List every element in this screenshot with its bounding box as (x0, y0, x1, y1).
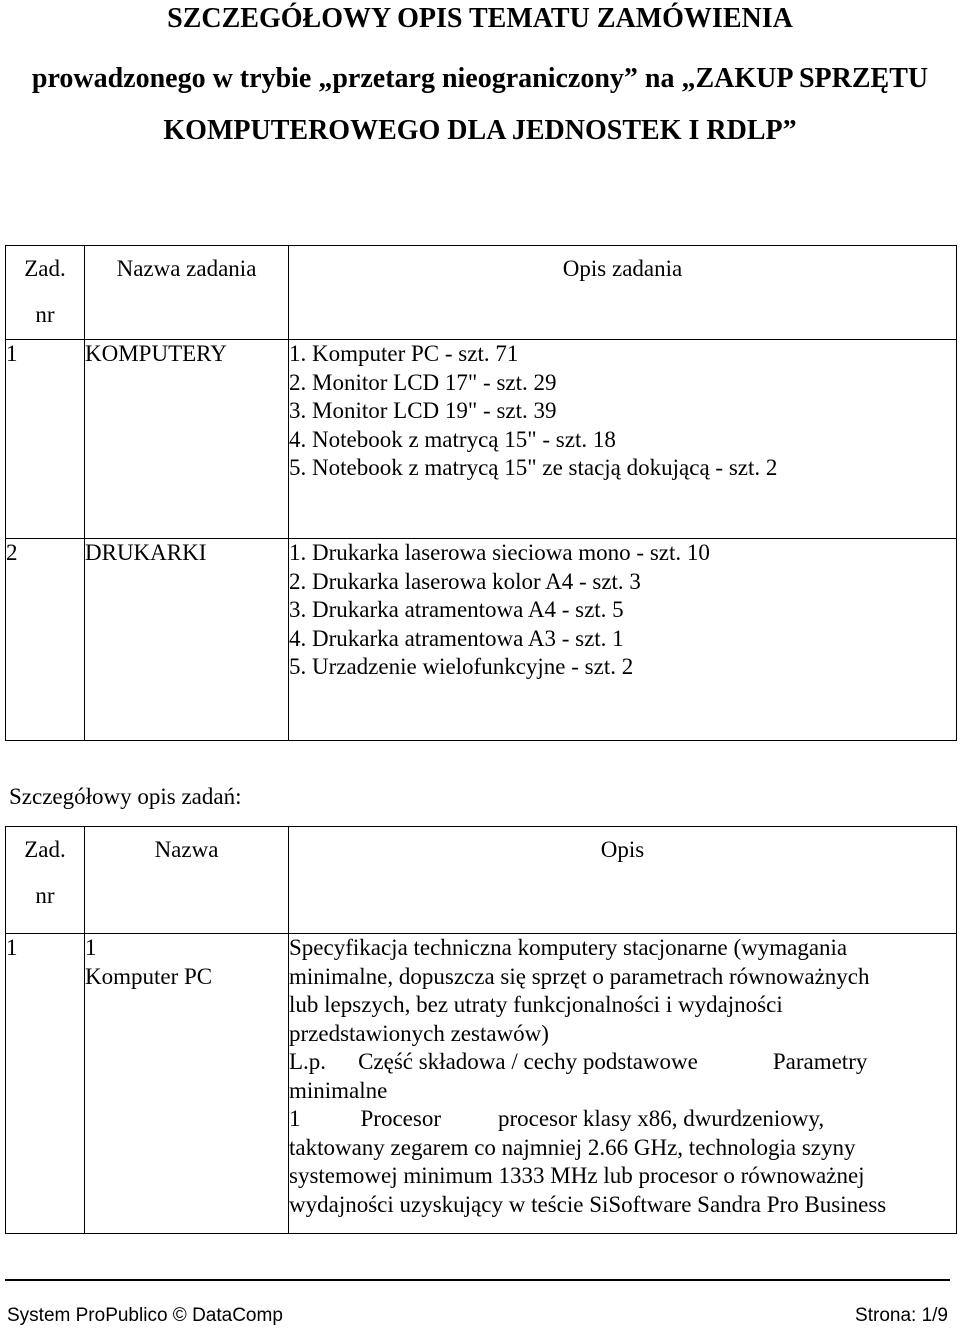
spec-line: przedstawionych zestawów) (289, 1020, 549, 1046)
item-nr: 1 (289, 1106, 301, 1131)
tasks-table-header (6, 246, 957, 340)
task-details-header (6, 827, 957, 934)
task-desc (289, 539, 957, 741)
task-name-line1: 1 (85, 935, 97, 960)
header-nr-line2: nr (35, 883, 55, 908)
list-item: 4. Notebook z matrycą 15" - szt. 18 (289, 426, 616, 452)
task-name (85, 934, 289, 1234)
task-name: KOMPUTERY (85, 340, 289, 539)
list-item: 2. Drukarka laserowa kolor A4 - szt. 3 (289, 568, 641, 594)
list-item: 1. Drukarka laserowa sieciowa mono - szt. 10 (289, 540, 710, 565)
item-name: Procesor (360, 1106, 441, 1131)
list-item: 1. Komputer PC - szt. 71 (289, 341, 519, 366)
header-nr-line1: Zad. (24, 837, 66, 862)
item-desc-first: procesor klasy x86, dwurdzeniowy, (497, 1106, 825, 1131)
document-title-line1: SZCZEGÓŁOWY OPIS TEMATU ZAMÓWIENIA (167, 3, 793, 34)
list-item: 4. Drukarka atramentowa A3 - szt. 1 (289, 625, 624, 651)
task-details-table (5, 826, 957, 1234)
task-spec (289, 934, 957, 1234)
tasks-table (5, 245, 957, 741)
spec-columns-line (289, 1048, 956, 1077)
task-name-line2: Komputer PC (85, 963, 213, 989)
task-nr: 1 (6, 934, 85, 1234)
task-name: DRUKARKI (85, 539, 289, 741)
lp-label: L.p. (289, 1049, 327, 1074)
header-task-desc: Opis zadania (289, 246, 957, 340)
footer-divider (5, 1279, 950, 1281)
list-item: 2. Monitor LCD 17" - szt. 29 (289, 369, 557, 395)
spec-line: taktowany zegarem co najmniej 2.66 GHz, technologia szyny (289, 1134, 856, 1160)
table-row (6, 934, 957, 1234)
task-desc (289, 340, 957, 539)
header-task-desc: Opis (289, 827, 957, 934)
header-task-nr (6, 246, 85, 340)
spec-line: Specyfikacja techniczna komputery stacjonarne (wymagania (289, 935, 848, 960)
spec-line: lub lepszych, bez utraty funkcjonalności i wydajności (289, 992, 783, 1017)
footer-page-number: Strona: 1/9 (855, 1305, 948, 1326)
header-task-name: Nazwa zadania (85, 246, 289, 340)
spec-line: minimalne, dopuszcza się sprzęt o parametrach równoważnych (289, 963, 870, 989)
footer-system-label: System ProPublico © DataComp (7, 1305, 283, 1326)
component-label: Część składowa / cechy podstawowe (358, 1049, 698, 1074)
header-nr-line1: Zad. (24, 256, 66, 281)
spec-line: wydajności uzyskujący w teście SiSoftware Sandra Pro Business (289, 1191, 887, 1217)
header-task-name: Nazwa (85, 827, 289, 934)
list-item: 5. Notebook z matrycą 15" ze stacją dokującą - szt. 2 (289, 455, 778, 480)
header-task-nr (6, 827, 85, 934)
document-title-line2: prowadzonego w trybie „przetarg nieograniczony” na „ZAKUP SPRZĘTU (31, 63, 929, 94)
table-row (6, 539, 957, 741)
list-item: 3. Monitor LCD 19" - szt. 39 (289, 398, 557, 423)
spec-line: systemowej minimum 1333 MHz lub procesor o równoważnej (289, 1163, 865, 1188)
header-nr-line2: nr (35, 302, 55, 327)
task-nr: 2 (6, 539, 85, 741)
table-row (6, 340, 957, 539)
list-item: 5. Urzadzenie wielofunkcyjne - szt. 2 (289, 654, 634, 679)
params-label: Parametry (772, 1049, 868, 1074)
spec-item-line (289, 1105, 956, 1134)
minimal-label: minimalne (289, 1077, 388, 1103)
section-label: Szczegółowy opis zadań: (9, 784, 242, 809)
task-nr: 1 (6, 340, 85, 539)
list-item: 3. Drukarka atramentowa A4 - szt. 5 (289, 597, 624, 622)
document-title-line3: KOMPUTEROWEGO DLA JEDNOSTEK I RDLP” (163, 115, 797, 146)
